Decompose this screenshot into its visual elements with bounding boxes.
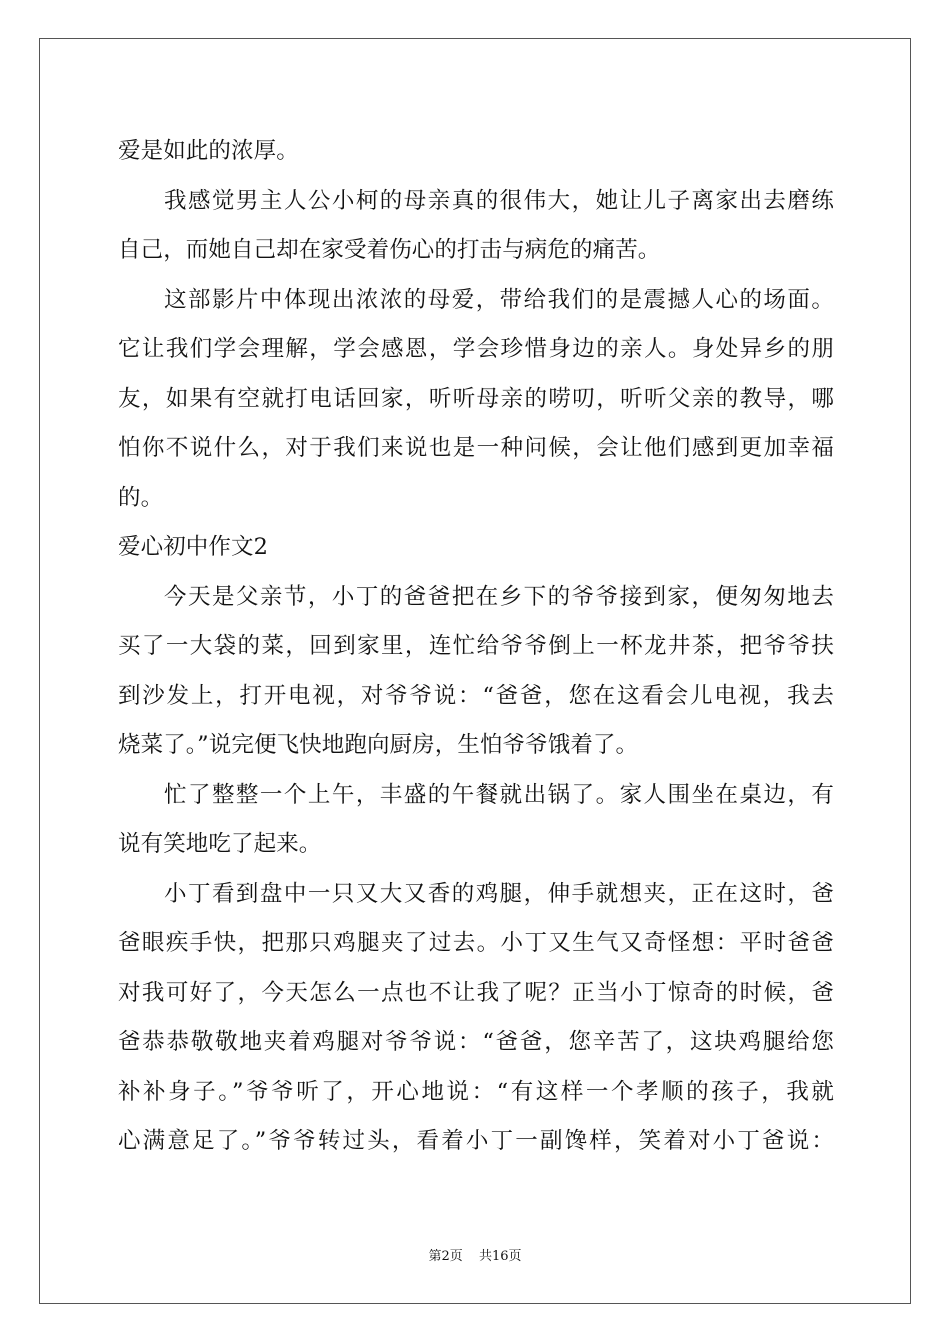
page-footer xyxy=(0,1245,950,1264)
text-line: 这部影片中体现出浓浓的母爱，带给我们的是震撼人心的场面。 xyxy=(164,286,834,313)
text-line: 对我可好了，今天怎么一点也不让我了呢？正当小丁惊奇的时候，爸 xyxy=(118,979,834,1006)
text-line: 心满意足了。”爷爷转过头，看着小丁一副馋样，笑着对小丁爸说： xyxy=(118,1128,834,1154)
text-line: 的。 xyxy=(118,484,164,511)
text-line: 爸恭恭敬敬地夹着鸡腿对爷爷说：“爸爸，您辛苦了，这块鸡腿给您 xyxy=(118,1029,834,1055)
text-line: 今天是父亲节，小丁的爸爸把在乡下的爷爷接到家，便匆匆地去 xyxy=(164,583,834,610)
text-line: 友，如果有空就打电话回家，听听母亲的唠叨，听听父亲的教导，哪 xyxy=(118,385,834,412)
text-line: 自己，而她自己却在家受着伤心的打击与病危的痛苦。 xyxy=(118,237,661,263)
text-line: 烧菜了。”说完便飞快地跑向厨房，生怕爷爷饿着了。 xyxy=(118,732,639,758)
text-line: 爱是如此的浓厚。 xyxy=(118,138,299,164)
text-line: 忙了整整一个上午，丰盛的午餐就出锅了。家人围坐在桌边，有 xyxy=(164,781,834,808)
text-line: 怕你不说什么，对于我们来说也是一种问候，会让他们感到更加幸福 xyxy=(118,435,834,461)
section-heading: 爱心初中作文2 xyxy=(118,534,269,560)
text-line: 它让我们学会理解，学会感恩，学会珍惜身边的亲人。身处异乡的朋 xyxy=(118,336,834,362)
text-line: 补补身子。”爷爷听了，开心地说：“有这样一个孝顺的孩子，我就 xyxy=(118,1078,834,1105)
text-line: 说有笑地吃了起来。 xyxy=(118,831,322,857)
page-number: 第2页 xyxy=(428,1249,463,1264)
text-line: 我感觉男主人公小柯的母亲真的很伟大，她让儿子离家出去磨练 xyxy=(164,187,834,214)
text-line: 买了一大袋的菜，回到家里，连忙给爷爷倒上一杯龙井茶，把爷爷扶 xyxy=(118,633,834,659)
document-body xyxy=(118,127,834,1167)
page-total: 共16页 xyxy=(478,1249,522,1264)
text-line: 小丁看到盘中一只又大又香的鸡腿，伸手就想夹，正在这时，爸 xyxy=(164,880,834,907)
text-line: 到沙发上，打开电视，对爷爷说：“爸爸，您在这看会儿电视，我去 xyxy=(118,682,834,709)
text-line: 爸眼疾手快，把那只鸡腿夹了过去。小丁又生气又奇怪想：平时爸爸 xyxy=(118,930,834,956)
